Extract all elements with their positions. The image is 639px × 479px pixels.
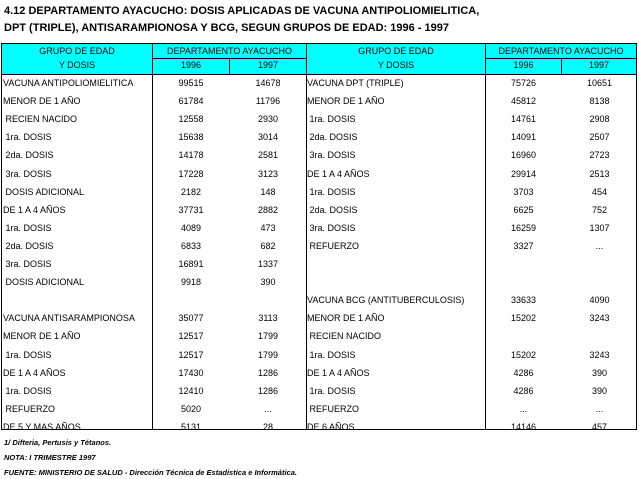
cell-1997: 2882 — [257, 204, 279, 215]
table-row — [3, 95, 306, 107]
cell-1997: 390 — [260, 277, 276, 288]
footnote-source: FUENTE: MINISTERIO DE SALUD - Dirección Técnica de Estadística e Informática. — [4, 468, 297, 477]
left-header-group-line1: GRUPO DE EDAD — [39, 46, 115, 56]
row-label: RECIEN NACIDO — [3, 114, 78, 125]
left-header-1996: 1996 — [180, 60, 202, 70]
cell-1996: 12517 — [178, 349, 204, 360]
cell-1996: 5131 — [180, 421, 202, 432]
row-label: 1ra. DOSIS — [307, 186, 356, 197]
cell-1997: 10651 — [586, 78, 613, 88]
table-row — [307, 294, 636, 306]
row-label: 2da. DOSIS — [307, 132, 358, 143]
cell-1997: 8138 — [589, 96, 610, 107]
cell-1996: 4286 — [513, 367, 534, 378]
cell-1996: 4286 — [513, 385, 534, 396]
cell-1997: 2581 — [257, 150, 279, 161]
table-row — [3, 204, 306, 216]
cell-1996: 29914 — [510, 168, 537, 179]
cell-1997: ... — [595, 403, 604, 414]
row-label: DE 1 A 4 AÑOS — [307, 168, 370, 179]
table-row — [307, 312, 636, 324]
cell-1997: 11796 — [255, 96, 281, 107]
cell-1997: 4090 — [589, 295, 610, 306]
cell-1996: 17228 — [178, 168, 204, 179]
cell-1997: 3113 — [258, 313, 278, 324]
cell-1996: 45812 — [510, 96, 537, 107]
table-row — [3, 349, 306, 361]
table-row — [3, 131, 306, 143]
right-header-1996: 1996 — [513, 60, 534, 70]
table-row — [307, 330, 636, 342]
cell-1996: 2182 — [180, 186, 202, 197]
cell-1997: 752 — [591, 204, 608, 215]
table-row — [307, 168, 636, 180]
row-label: REFUERZO — [3, 403, 56, 414]
table-row — [3, 149, 306, 161]
cell-1997: 1337 — [257, 259, 279, 269]
left-header-dept: DEPARTAMENTO AYACUCHO — [166, 46, 293, 56]
cell-1996: 61784 — [178, 96, 204, 107]
row-label: MENOR DE 1 AÑO — [307, 96, 385, 107]
row-label: VACUNA BCG (ANTITUBERCULOSIS) — [307, 295, 465, 306]
row-label: MENOR DE 1 AÑO — [3, 331, 81, 342]
cell-1996: 14761 — [510, 114, 537, 125]
cell-1996: 15202 — [510, 349, 537, 360]
right-header-group-line2: Y DOSIS — [377, 60, 415, 70]
right-header-group-line1: GRUPO DE EDAD — [358, 46, 434, 56]
row-label: 1ra. DOSIS — [3, 222, 52, 233]
cell-1996: 16960 — [510, 150, 537, 161]
footnote-1: 1/ Difteria, Pertusis y Tétanos. — [4, 438, 112, 447]
cell-1996: 15202 — [510, 313, 537, 324]
cell-1996: 9918 — [180, 277, 202, 288]
cell-1996: 33633 — [510, 295, 537, 306]
table-row — [307, 385, 636, 397]
table-row — [3, 403, 306, 415]
cell-1996: 14091 — [510, 132, 537, 143]
table-row — [307, 222, 636, 234]
cell-1997: 457 — [591, 421, 608, 432]
table-row — [3, 385, 306, 397]
footnote-note: NOTA: I TRIMESTRE 1997 — [4, 453, 96, 462]
cell-1996: 5020 — [180, 403, 202, 414]
cell-1997: 2908 — [589, 114, 610, 125]
row-label: 1ra. DOSIS — [3, 349, 52, 360]
table-row — [307, 240, 636, 252]
right-header-1997: 1997 — [588, 60, 610, 70]
cell-1996: 37731 — [178, 204, 204, 215]
table-row — [3, 186, 306, 198]
cell-1996: 15638 — [178, 132, 204, 143]
row-label: 2da. DOSIS — [3, 150, 54, 161]
table-title-line2: DPT (TRIPLE), ANTISARAMPIONOSA Y BCG, SEGUN GRUPOS DE EDAD: 1996 - 1997 — [4, 22, 449, 34]
table-row — [307, 77, 636, 89]
cell-1996: 3703 — [513, 186, 534, 197]
row-label: 3ra. DOSIS — [307, 222, 356, 233]
table-row — [3, 222, 306, 234]
header-divider — [229, 58, 230, 74]
table-row — [307, 276, 636, 288]
table-row — [3, 294, 306, 306]
table-row — [307, 403, 636, 415]
table-row — [307, 204, 636, 216]
cell-1997: 682 — [260, 240, 276, 251]
row-label: 1ra. DOSIS — [3, 132, 52, 143]
table-row — [3, 258, 306, 270]
cell-1996: 12410 — [178, 385, 204, 396]
cell-1997: 148 — [260, 186, 276, 197]
cell-1997: 1286 — [257, 367, 279, 378]
row-label: DOSIS ADICIONAL — [3, 186, 85, 197]
row-label: RECIEN NACIDO — [307, 331, 382, 342]
cell-1996: 16259 — [510, 222, 537, 233]
table-row — [307, 258, 636, 270]
cell-1997: 473 — [260, 222, 276, 233]
cell-1996: 14146 — [510, 421, 537, 432]
row-label: 3ra. DOSIS — [307, 150, 356, 161]
row-label: DE 1 A 4 AÑOS — [3, 367, 66, 378]
cell-1997: 454 — [591, 186, 608, 197]
cell-1997: 390 — [591, 385, 608, 396]
table-row — [3, 312, 306, 324]
cell-1997: 3014 — [257, 132, 279, 143]
cell-1997: ... — [264, 403, 272, 414]
cell-1996: 12517 — [178, 331, 204, 342]
cell-1997: 2930 — [257, 114, 279, 125]
row-label: 1ra. DOSIS — [307, 385, 356, 396]
cell-1996: 12558 — [178, 114, 204, 125]
table-row — [307, 367, 636, 379]
row-label: VACUNA DPT (TRIPLE) — [307, 78, 404, 88]
table-row — [3, 77, 306, 89]
table-row — [307, 95, 636, 107]
cell-1996: 17430 — [178, 367, 204, 378]
cell-1997: 390 — [591, 367, 608, 378]
row-label: 3ra. DOSIS — [3, 259, 52, 269]
table-row — [307, 349, 636, 361]
row-label: DE 5 Y MAS AÑOS — [3, 421, 81, 432]
cell-1996: 6833 — [180, 240, 202, 251]
cell-1996: 3327 — [513, 240, 534, 251]
table-row — [3, 367, 306, 379]
row-label: 2da. DOSIS — [3, 240, 54, 251]
cell-1997: 28 — [262, 421, 273, 432]
left-header-1997: 1997 — [257, 60, 279, 70]
cell-1996: 99515 — [178, 78, 204, 88]
cell-1997: 1286 — [257, 385, 279, 396]
cell-1997: 1799 — [257, 349, 279, 360]
row-label: REFUERZO — [307, 240, 360, 251]
table-row — [307, 113, 636, 125]
row-label: DE 6 AÑOS — [307, 421, 355, 432]
cell-1996: 6625 — [513, 204, 534, 215]
table-title-line1: 4.12 DEPARTAMENTO AYACUCHO: DOSIS APLICADAS DE VACUNA ANTIPOLIOMIELITICA, — [4, 5, 480, 17]
row-label: 1ra. DOSIS — [3, 385, 52, 396]
left-header-group-line2: Y DOSIS — [58, 60, 96, 70]
table-row — [3, 113, 306, 125]
row-label: MENOR DE 1 AÑO — [3, 96, 81, 107]
table-row — [307, 186, 636, 198]
table-row — [3, 330, 306, 342]
table-row — [307, 421, 636, 433]
row-label: 1ra. DOSIS — [307, 114, 356, 125]
cell-1996: 35077 — [178, 313, 204, 324]
row-label: 3ra. DOSIS — [3, 168, 52, 179]
row-label: 1ra. DOSIS — [307, 349, 356, 360]
cell-1997: 1799 — [257, 331, 279, 342]
cell-1997: ... — [595, 240, 604, 251]
table-row — [3, 276, 306, 288]
row-label: REFUERZO — [307, 403, 360, 414]
row-label: 2da. DOSIS — [307, 204, 358, 215]
table-row — [307, 131, 636, 143]
cell-1997: 2723 — [589, 150, 610, 161]
cell-1997: 3243 — [589, 349, 610, 360]
row-label: DOSIS ADICIONAL — [3, 277, 85, 288]
table-row — [3, 168, 306, 180]
cell-1997: 14678 — [255, 78, 281, 88]
row-label: DE 1 A 4 AÑOS — [307, 367, 370, 378]
row-label: VACUNA ANTISARAMPIONOSA — [3, 313, 135, 324]
cell-1997: 2513 — [589, 168, 610, 179]
cell-1996: 16891 — [178, 259, 204, 269]
row-label: DE 1 A 4 AÑOS — [3, 204, 66, 215]
table-row — [3, 240, 306, 252]
cell-1997: 3243 — [589, 313, 610, 324]
row-label: VACUNA ANTIPOLIOMIELITICA — [3, 78, 134, 88]
cell-1997: 3123 — [257, 168, 279, 179]
table-row — [307, 149, 636, 161]
data-table — [1, 43, 637, 430]
cell-1996: ... — [519, 403, 528, 414]
cell-1996: 14178 — [178, 150, 204, 161]
cell-1996: 75726 — [510, 78, 537, 88]
cell-1996: 4089 — [180, 222, 202, 233]
table-row — [3, 421, 306, 433]
right-header-dept: DEPARTAMENTO AYACUCHO — [498, 46, 624, 56]
cell-1997: 1307 — [589, 222, 610, 233]
header-divider — [561, 58, 562, 74]
row-label: MENOR DE 1 AÑO — [307, 313, 385, 324]
cell-1997: 2507 — [589, 132, 610, 143]
table-header — [2, 44, 636, 75]
